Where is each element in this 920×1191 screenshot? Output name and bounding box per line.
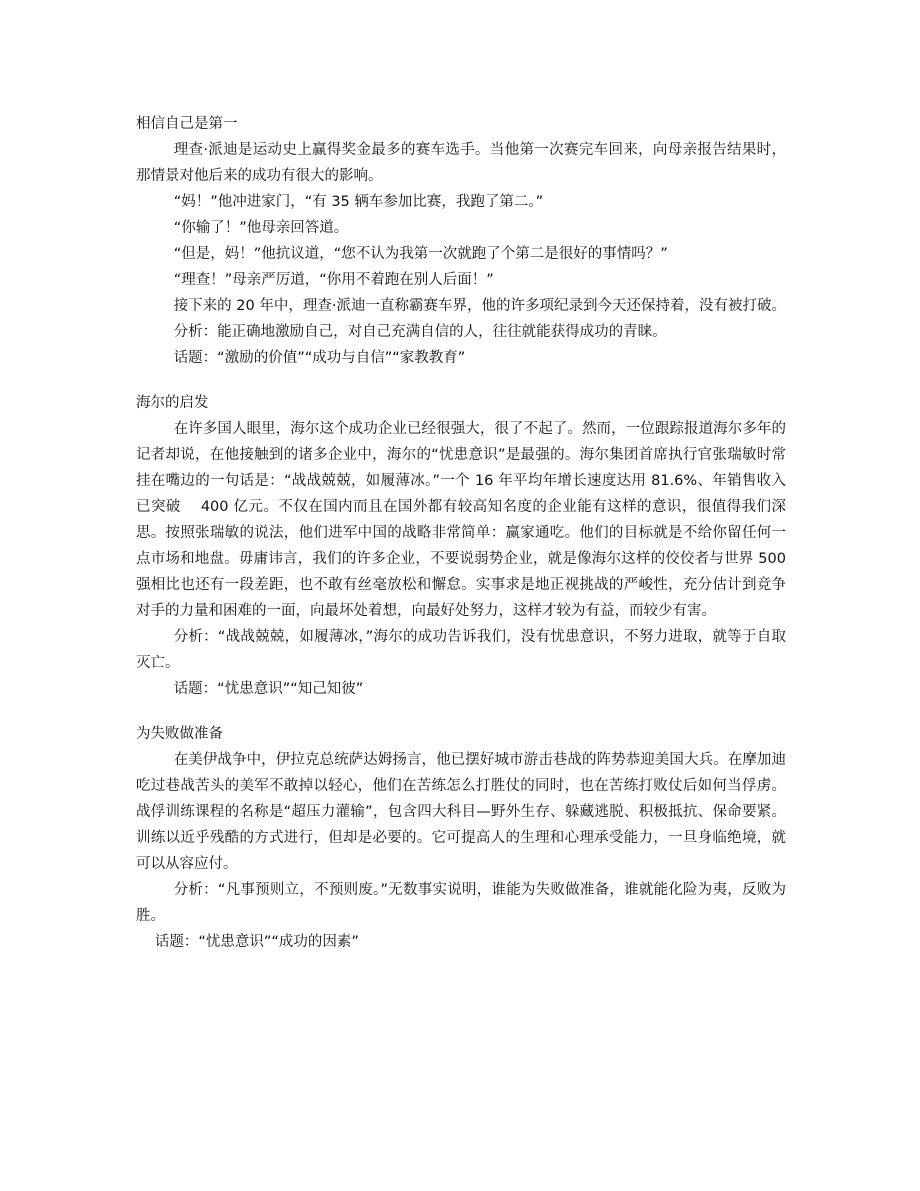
paragraph: “理查！”母亲严厉道，“你用不着跑在别人后面！” — [173, 272, 494, 288]
document-page — [136, 111, 786, 955]
topic-paragraph: 话题：“忧患意识”“成功的因素” — [154, 934, 359, 950]
section-gap — [136, 702, 786, 721]
section-title: 海尔的启发 — [136, 395, 209, 411]
paragraph: “但是，妈！”他抗议道，“您不认为我第一次就跑了个第二是很好的事情吗？” — [173, 246, 668, 262]
topic-paragraph: 话题：“忧患意识”“知己知彼” — [173, 681, 364, 697]
paragraph: “你输了！”他母亲回答道。 — [173, 220, 349, 236]
paragraph: “妈！”他冲进家门，“有 35 辆车参加比赛，我跑了第二。” — [173, 194, 544, 210]
section-title: 为失败做准备 — [136, 726, 223, 742]
section-title: 相信自己是第一 — [136, 116, 238, 132]
analysis-paragraph: 分析：“战战兢兢，如履薄冰，”海尔的成功告诉我们，没有忧患意识，不努力进取，就等于自取灭亡。 — [136, 629, 786, 671]
paragraph: 在美伊战争中，伊拉克总统萨达姆扬言，他已摆好城市游击巷战的阵势恭迎美国大兵。在摩加迪吃过巷战苦头的美军不敢掉以轻心，他们在苦练怎么打胜仗的同时，也在苦练打败仗后如何当俘虏。战俘训练课程的名称是“超压力灌输”，包含四大科目—野外生存、躲藏逃脱、积极抵抗、保命要紧。训练以近乎残酷的方式进行，但却是必要的。它可提高人的生理和心理承受能力，一旦身临绝境，就可以从容应付。 — [136, 752, 786, 872]
paragraph: 在许多国人眼里，海尔这个成功企业已经很强大，很了不起了。然而，一位跟踪报道海尔多年的记者却说，在他接触到的诸多企业中，海尔的“忧患意识”是最强的。海尔集团首席执行官张瑞敏时常挂在嘴边的一句话是：“战战兢兢，如履薄冰。”一个 16 年平均年增长速度达用 81.6%、年销售收入已突破 400 亿元。不仅在国内而且在国外都有较高知名度的企业能有这样的意识，很值得我们深思。按照张瑞敏的说法，他们进军中国的战略非常简单：赢家通吃。他们的目标就是不给你留任何一点市场和地盘。毋庸讳言，我们的许多企业，不要说弱势企业，就是像海尔这样的佼佼者与世界 500 强相比也还有一段差距，也不敢有丝毫放松和懈怠。实事求是地正视挑战的严峻性，充分估计到竞争对手的力量和困难的一面，向最坏处着想，向最好处努力，这样才较为有益，而较少有害。 — [136, 421, 786, 619]
section-gap — [136, 371, 786, 390]
analysis-paragraph: 分析：“凡事预则立，不预则废。”无数事实说明，谁能为失败做准备，谁就能化险为夷，反败为胜。 — [136, 882, 786, 924]
paragraph: 接下来的 20 年中，理查·派迪一直称霸赛车界，他的许多项纪录到今天还保持着，没有被打破。 — [173, 298, 786, 314]
analysis-paragraph: 分析：能正确地激励自己，对自己充满自信的人，往往就能获得成功的青睐。 — [173, 324, 667, 340]
paragraph: 理查·派迪是运动史上赢得奖金最多的赛车选手。当他第一次赛完车回来，向母亲报告结果时，那情景对他后来的成功有很大的影响。 — [136, 142, 786, 184]
topic-paragraph: 话题：“激励的价值”“成功与自信”“家教教育” — [173, 350, 466, 366]
